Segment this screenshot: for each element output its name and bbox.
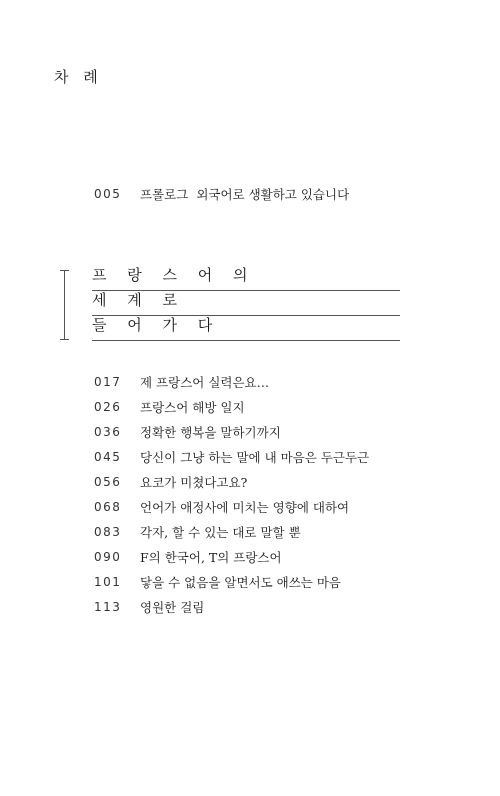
part-bracket-top [60, 270, 69, 271]
toc-page-number: 090 [94, 549, 122, 564]
part-heading [60, 266, 400, 342]
toc-title: 언어가 애정사에 미치는 영향에 대하여 [140, 499, 350, 515]
toc-entry [94, 544, 424, 569]
prologue-label: 프롤로그 [140, 187, 189, 202]
part-title-line-3: 들 어 가 다 [92, 316, 400, 341]
prologue-title: 외국어로 생활하고 있습니다 [196, 187, 350, 202]
toc-title: 제 프랑스어 실력은요… [140, 374, 270, 390]
toc-page-number: 045 [94, 449, 122, 464]
toc-page-number: 036 [94, 424, 122, 439]
toc-entry [94, 594, 424, 619]
toc-entry [94, 419, 424, 444]
toc-entry [94, 569, 424, 594]
toc-list [94, 369, 424, 619]
toc-title: 정확한 행복을 말하기까지 [140, 424, 281, 440]
toc-title: 영원한 걸림 [140, 599, 205, 615]
part-bracket-bottom [60, 339, 69, 340]
toc-title: 각자, 할 수 있는 대로 말할 뿐 [140, 524, 301, 540]
part-title-line-2: 세 계 로 [92, 291, 400, 316]
toc-title: F의 한국어, T의 프랑스어 [140, 549, 282, 565]
toc-entry [94, 469, 424, 494]
toc-title: 요코가 미쳤다고요? [140, 474, 248, 490]
toc-entry [94, 494, 424, 519]
toc-page-number: 026 [94, 399, 122, 414]
prologue-entry [94, 185, 349, 203]
part-bracket [64, 270, 65, 340]
toc-entry [94, 394, 424, 419]
toc-page-number: 068 [94, 499, 122, 514]
prologue-page-number: 005 [94, 187, 122, 201]
toc-page-number: 113 [94, 599, 122, 614]
page-title: 차 례 [54, 68, 103, 86]
toc-entry [94, 444, 424, 469]
toc-page-number: 101 [94, 574, 122, 589]
toc-page-number: 083 [94, 524, 122, 539]
toc-title: 프랑스어 해방 일지 [140, 399, 245, 415]
toc-title: 당신이 그냥 하는 말에 내 마음은 두근두근 [140, 449, 370, 465]
part-title-line-1: 프 랑 스 어 의 [92, 266, 400, 291]
toc-page-number: 056 [94, 474, 122, 489]
toc-entry [94, 369, 424, 394]
toc-title: 닿을 수 없음을 알면서도 애쓰는 마음 [140, 574, 341, 590]
toc-page-number: 017 [94, 374, 122, 389]
toc-entry [94, 519, 424, 544]
